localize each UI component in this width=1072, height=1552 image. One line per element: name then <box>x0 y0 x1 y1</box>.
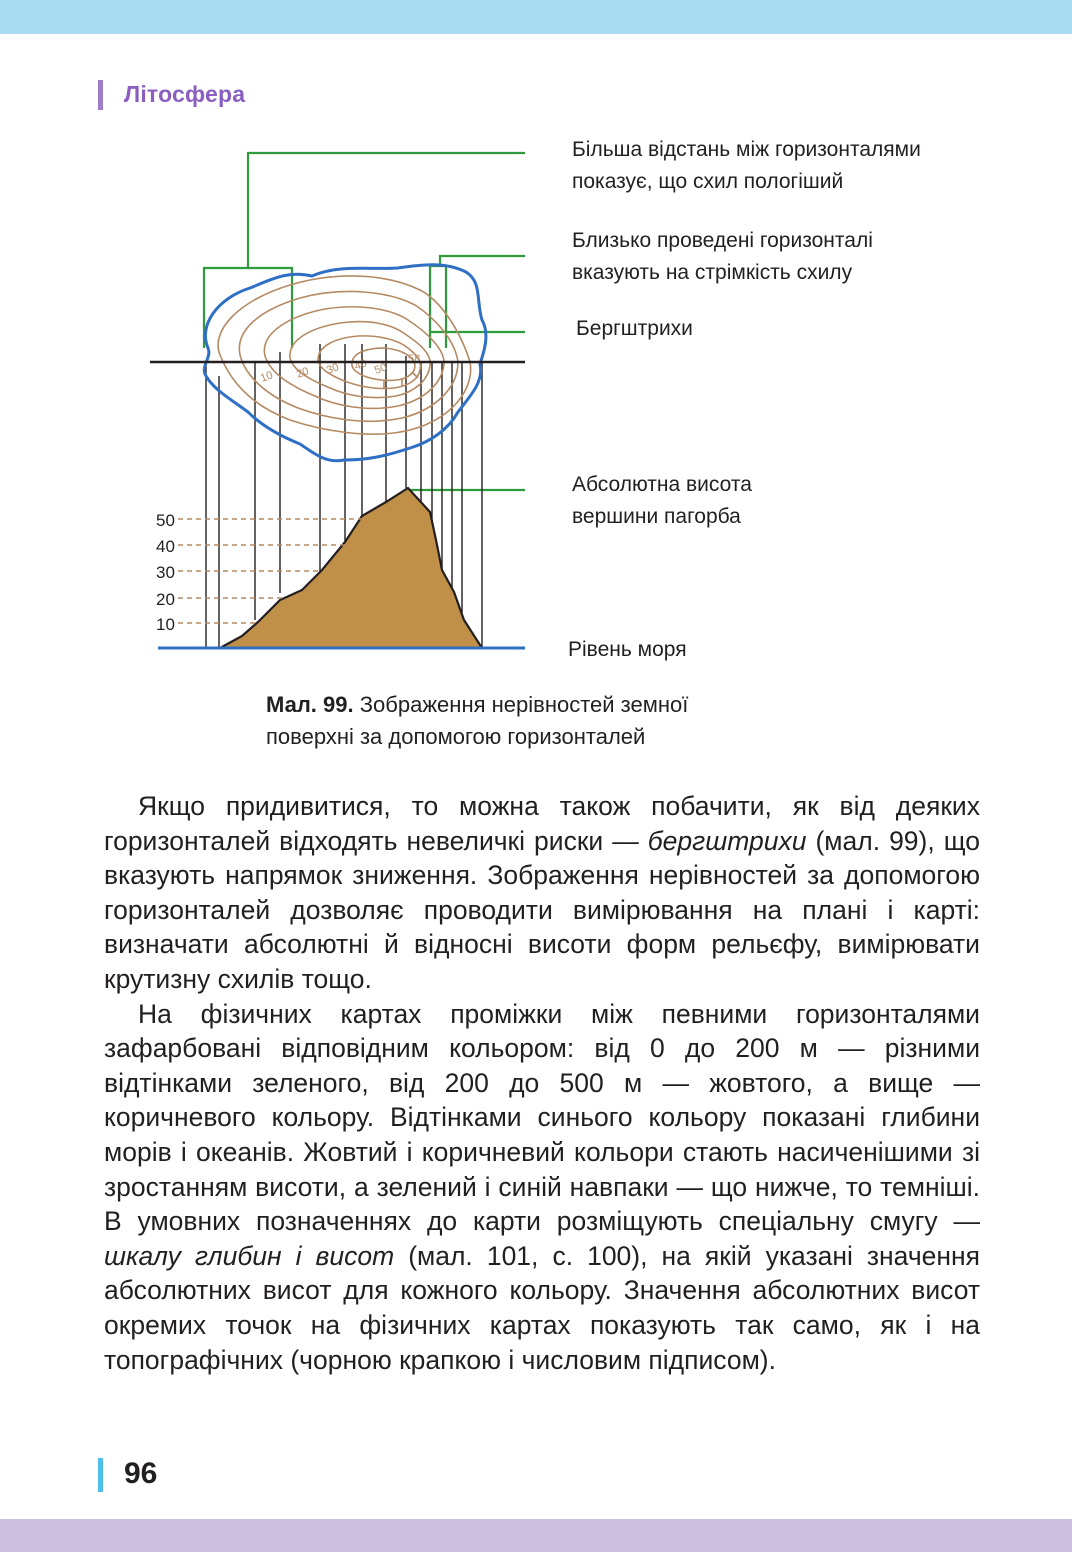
bottom-color-band <box>0 1519 1072 1552</box>
top-color-band <box>0 0 1072 34</box>
contour-label: 40 <box>352 357 369 373</box>
contour-label: 50 <box>372 361 389 377</box>
page-number: 96 <box>124 1457 158 1490</box>
page-number-marker <box>98 1458 103 1492</box>
section-marker <box>98 80 103 110</box>
callout-gentle-slope: Більша відстань між горизонталями показує, що схил пологіший <box>572 138 921 193</box>
term-hachures: бергштрихи <box>647 825 807 856</box>
contour-label: 30 <box>324 361 341 377</box>
scale-label: 50 <box>156 511 175 530</box>
body-text <box>104 789 980 1377</box>
hill-profile <box>220 488 482 648</box>
term-scale: шкалу глибин і висот <box>104 1240 395 1271</box>
callout-steep-slope: Близько проведені горизонталі вказують на стрімкість схилу <box>572 229 873 284</box>
paragraph-1: Якщо придивитися, то можна також побачити, як від деяких горизонталей відходять невеличкі риски — бергштрихи (мал. 99), що вказують напрямок зниження. Зображення нерівностей за допомогою горизонталей дозволяє проводити вимірювання на плані і карті: визначати абсолютні й відносні висоти форм рельєфу, вимірювати крутизну схилів тощо. <box>104 791 980 994</box>
callout-summit-height: Абсолютна висота вершини пагорба <box>572 473 752 528</box>
scale-label: 30 <box>156 563 175 582</box>
contour-label: 20 <box>294 365 311 381</box>
section-title: Літосфера <box>124 81 246 107</box>
scale-label: 20 <box>156 590 175 609</box>
scale-label: 40 <box>156 537 175 556</box>
callout-sea-level: Рівень моря <box>568 638 687 661</box>
caption-line-2: поверхні за допомогою горизонталей <box>266 724 646 749</box>
figure-caption <box>266 689 826 753</box>
paragraph-2: На фізичних картах проміжки між певними горизонталями зафарбовані відповідним кольором: від 0 до 200 м — різними відтінками зеленого, від 200 до 500 м — жовтого, а вище — коричневого кольору. Відтінками синього кольору показані глибини морів і океанів. Жовтий і коричневий кольори стають насиченішими зі зростанням висоти, а зелений і синій навпаки — що нижче, то темніші. В умовних позначеннях до карти розміщують спеціальну смугу — шкалу глибин і висот (мал. 101, с. 100), на якій указані значення абсолютних висот для кожного кольору. Значення абсолютних висот окремих точок на фізичних картах показують так само, як і на топографічних (чорною крапкою і числовим підписом). <box>104 998 981 1375</box>
scale-label: 10 <box>156 615 175 634</box>
contour-relief-figure <box>140 130 540 670</box>
contour-label: 58 <box>408 353 421 365</box>
callout-hachures: Бергштрихи <box>576 317 693 340</box>
contour-label: 10 <box>258 369 275 385</box>
caption-label: Мал. 99. <box>266 692 354 717</box>
caption-line-1: Зображення нерівностей земної <box>359 692 689 717</box>
